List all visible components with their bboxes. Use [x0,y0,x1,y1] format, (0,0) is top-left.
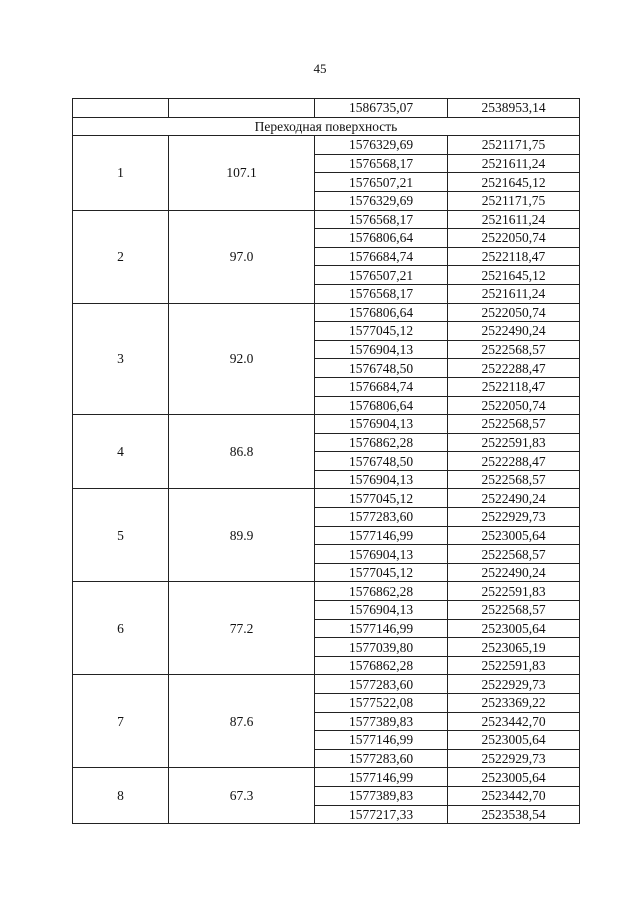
section-value-cell: 92.0 [169,303,315,415]
coord-x-cell: 1576748,50 [315,452,448,471]
coord-x-cell: 1577045,12 [315,322,448,341]
coord-x-cell: 1577146,99 [315,526,448,545]
coord-x-cell: 1577146,99 [315,619,448,638]
coord-y-cell: 2538953,14 [448,99,580,118]
coord-y-cell: 2523005,64 [448,768,580,787]
coord-y-cell: 2523442,70 [448,786,580,805]
coord-x-cell: 1576748,50 [315,359,448,378]
coord-y-cell: 2522568,57 [448,601,580,620]
coord-y-cell: 2521611,24 [448,210,580,229]
coord-y-cell: 2522929,73 [448,508,580,527]
section-number-cell: 6 [73,582,169,675]
section-number-cell: 8 [73,768,169,824]
coord-y-cell: 2522490,24 [448,489,580,508]
coord-y-cell: 2522288,47 [448,359,580,378]
table-row [73,415,580,434]
coord-y-cell: 2523065,19 [448,638,580,657]
coordinates-table-body [73,99,580,824]
coord-x-cell: 1576684,74 [315,247,448,266]
section-value-cell: 86.8 [169,415,315,489]
coord-y-cell: 2522118,47 [448,377,580,396]
coord-y-cell: 2522591,83 [448,656,580,675]
table-cell-empty [169,99,315,118]
coord-x-cell: 1577217,33 [315,805,448,824]
section-title: Переходная поверхность [73,117,580,136]
section-number-cell: 7 [73,675,169,768]
coord-x-cell: 1576904,13 [315,545,448,564]
coord-y-cell: 2522929,73 [448,675,580,694]
coord-y-cell: 2522929,73 [448,749,580,768]
coord-x-cell: 1577146,99 [315,768,448,787]
coord-x-cell: 1577389,83 [315,712,448,731]
coord-x-cell: 1576329,69 [315,191,448,210]
coord-x-cell: 1576904,13 [315,340,448,359]
coord-x-cell: 1577146,99 [315,731,448,750]
coord-x-cell: 1576806,64 [315,396,448,415]
coord-x-cell: 1576329,69 [315,136,448,155]
coord-y-cell: 2521611,24 [448,154,580,173]
section-value-cell: 97.0 [169,210,315,303]
coord-y-cell: 2523538,54 [448,805,580,824]
coord-y-cell: 2522490,24 [448,563,580,582]
coord-y-cell: 2521171,75 [448,191,580,210]
coord-y-cell: 2522568,57 [448,545,580,564]
table-row [73,99,580,118]
section-value-cell: 89.9 [169,489,315,582]
coord-y-cell: 2522050,74 [448,303,580,322]
coord-x-cell: 1577389,83 [315,786,448,805]
section-header-row [73,117,580,136]
section-value-cell: 67.3 [169,768,315,824]
coord-x-cell: 1576684,74 [315,377,448,396]
table-cell-empty [73,99,169,118]
coord-y-cell: 2523005,64 [448,619,580,638]
coord-y-cell: 2522591,83 [448,433,580,452]
coord-x-cell: 1576806,64 [315,303,448,322]
section-value-cell: 107.1 [169,136,315,210]
section-number-cell: 3 [73,303,169,415]
coord-y-cell: 2522050,74 [448,229,580,248]
section-number-cell: 4 [73,415,169,489]
coord-x-cell: 1576507,21 [315,173,448,192]
coord-y-cell: 2522050,74 [448,396,580,415]
coord-x-cell: 1576568,17 [315,154,448,173]
coord-x-cell: 1576904,13 [315,415,448,434]
table-row [73,489,580,508]
coordinates-table [72,98,580,824]
coord-x-cell: 1577283,60 [315,675,448,694]
coord-x-cell: 1576568,17 [315,210,448,229]
coord-x-cell: 1576862,28 [315,433,448,452]
table-row [73,303,580,322]
section-number-cell: 2 [73,210,169,303]
coord-y-cell: 2523005,64 [448,731,580,750]
coord-y-cell: 2521611,24 [448,284,580,303]
coord-x-cell: 1576507,21 [315,266,448,285]
coord-y-cell: 2522591,83 [448,582,580,601]
coord-y-cell: 2523442,70 [448,712,580,731]
table-row [73,136,580,155]
page-number: 45 [313,61,327,76]
section-number-cell: 1 [73,136,169,210]
coord-y-cell: 2522568,57 [448,340,580,359]
coord-x-cell: 1577045,12 [315,563,448,582]
coord-y-cell: 2522568,57 [448,470,580,489]
coord-x-cell: 1576862,28 [315,656,448,675]
coord-x-cell: 1577522,08 [315,694,448,713]
coord-x-cell: 1577283,60 [315,749,448,768]
coord-y-cell: 2522568,57 [448,415,580,434]
coord-y-cell: 2522490,24 [448,322,580,341]
coord-y-cell: 2523005,64 [448,526,580,545]
section-value-cell: 87.6 [169,675,315,768]
coord-y-cell: 2522288,47 [448,452,580,471]
coord-y-cell: 2523369,22 [448,694,580,713]
coord-x-cell: 1577045,12 [315,489,448,508]
table-row [73,675,580,694]
coord-x-cell: 1586735,07 [315,99,448,118]
coord-y-cell: 2521645,12 [448,173,580,192]
section-value-cell: 77.2 [169,582,315,675]
coord-y-cell: 2521645,12 [448,266,580,285]
coord-y-cell: 2522118,47 [448,247,580,266]
table-row [73,768,580,787]
coord-x-cell: 1577283,60 [315,508,448,527]
table-row [73,582,580,601]
coord-x-cell: 1576904,13 [315,601,448,620]
coord-x-cell: 1576806,64 [315,229,448,248]
coord-x-cell: 1576568,17 [315,284,448,303]
coord-x-cell: 1576904,13 [315,470,448,489]
coord-x-cell: 1576862,28 [315,582,448,601]
coord-x-cell: 1577039,80 [315,638,448,657]
table-row [73,210,580,229]
coord-y-cell: 2521171,75 [448,136,580,155]
section-number-cell: 5 [73,489,169,582]
